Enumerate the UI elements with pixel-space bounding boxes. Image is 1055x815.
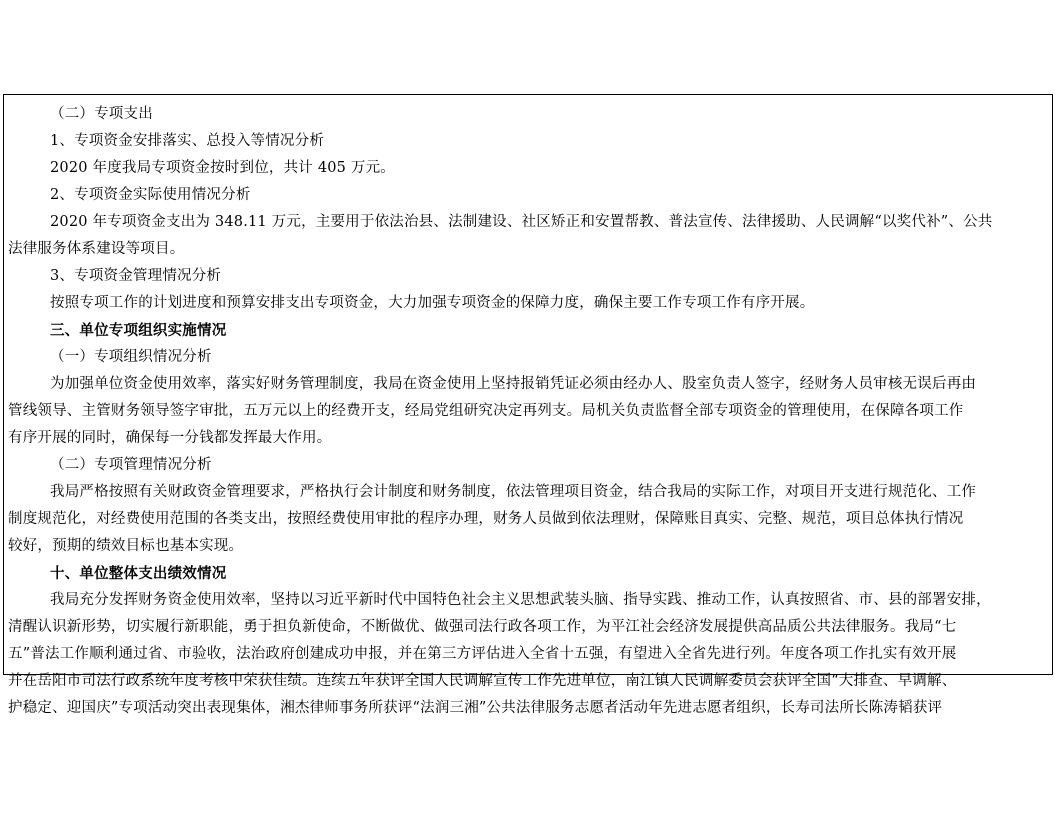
- paragraph-line: （二）专项管理情况分析: [50, 457, 212, 473]
- paragraph-line: 五”普法工作顺利通过省、市验收，法治政府创建成功申报，并在第三方评估进入全省十五强，有望进入全省先进行列。年度各项工作扎实有效开展: [8, 646, 957, 662]
- paragraph-line: 3、专项资金管理情况分析: [50, 268, 222, 284]
- table-cell-frame: [3, 94, 1053, 716]
- paragraph-line: 并在岳阳市司法行政系统年度考核中荣获佳绩。连续五年获评全国人民调解宣传工作先进单位，南江镇人民调解委员会获评全国“大排查、早调解、: [8, 673, 957, 689]
- paragraph-line: 护稳定、迎国庆”专项活动突出表现集体，湘杰律师事务所获评“法润三湘”公共法律服务志愿者活动年先进志愿者组织，长寿司法所长陈涛韬获评: [8, 700, 943, 716]
- paragraph-line: （二）专项支出: [50, 106, 153, 122]
- document-body: [8, 101, 1050, 722]
- paragraph-line: 按照专项工作的计划进度和预算安排支出专项资金，大力加强专项资金的保障力度，确保主要工作专项工作有序开展。: [50, 295, 815, 311]
- paragraph-line: 我局充分发挥财务资金使用效率，坚持以习近平新时代中国特色社会主义思想武装头脑、指导实践、推动工作，认真按照省、市、县的部署安排，: [50, 592, 991, 608]
- paragraph-line: 2、专项资金实际使用情况分析: [50, 187, 251, 203]
- paragraph-line: 制度规范化，对经费使用范围的各类支出，按照经费使用审批的程序办理，财务人员做到依法理财，保障账目真实、完整、规范，项目总体执行情况: [8, 511, 964, 527]
- paragraph-line: 管线领导、主管财务领导签字审批，五万元以上的经费开支，经局党组研究决定再列支。局机关负责监督全部专项资金的管理使用，在保障各项工作: [8, 403, 964, 419]
- section-heading: 三、单位专项组织实施情况: [50, 322, 227, 339]
- paragraph-line: 法律服务体系建设等项目。: [8, 241, 185, 257]
- paragraph-line: 我局严格按照有关财政资金管理要求，严格执行会计制度和财务制度，依法管理项目资金，结合我局的实际工作，对项目开支进行规范化、工作: [50, 484, 977, 500]
- paragraph-line: 较好，预期的绩效目标也基本实现。: [8, 538, 244, 554]
- paragraph-line: （一）专项组织情况分析: [50, 349, 212, 365]
- paragraph-line: 为加强单位资金使用效率，落实好财务管理制度，我局在资金使用上坚持报销凭证必须由经办人、股室负责人签字，经财务人员审核无误后再由: [50, 376, 977, 392]
- paragraph-line: 2020 年专项资金支出为 348.11 万元，主要用于依法治县、法制建设、社区矫正和安置帮教、普法宣传、法律援助、人民调解“以奖代补”、公共: [50, 214, 993, 230]
- paragraph-line: 1、专项资金安排落实、总投入等情况分析: [50, 133, 325, 149]
- section-heading: 十、单位整体支出绩效情况: [50, 565, 227, 582]
- paragraph-line: 2020 年度我局专项资金按时到位，共计 405 万元。: [50, 160, 396, 176]
- paragraph-line: 清醒认识新形势，切实履行新职能，勇于担负新使命，不断做优、做强司法行政各项工作，为平江社会经济发展提供高品质公共法律服务。我局“七: [8, 619, 957, 635]
- paragraph-line: 有序开展的同时，确保每一分钱都发挥最大作用。: [8, 430, 332, 446]
